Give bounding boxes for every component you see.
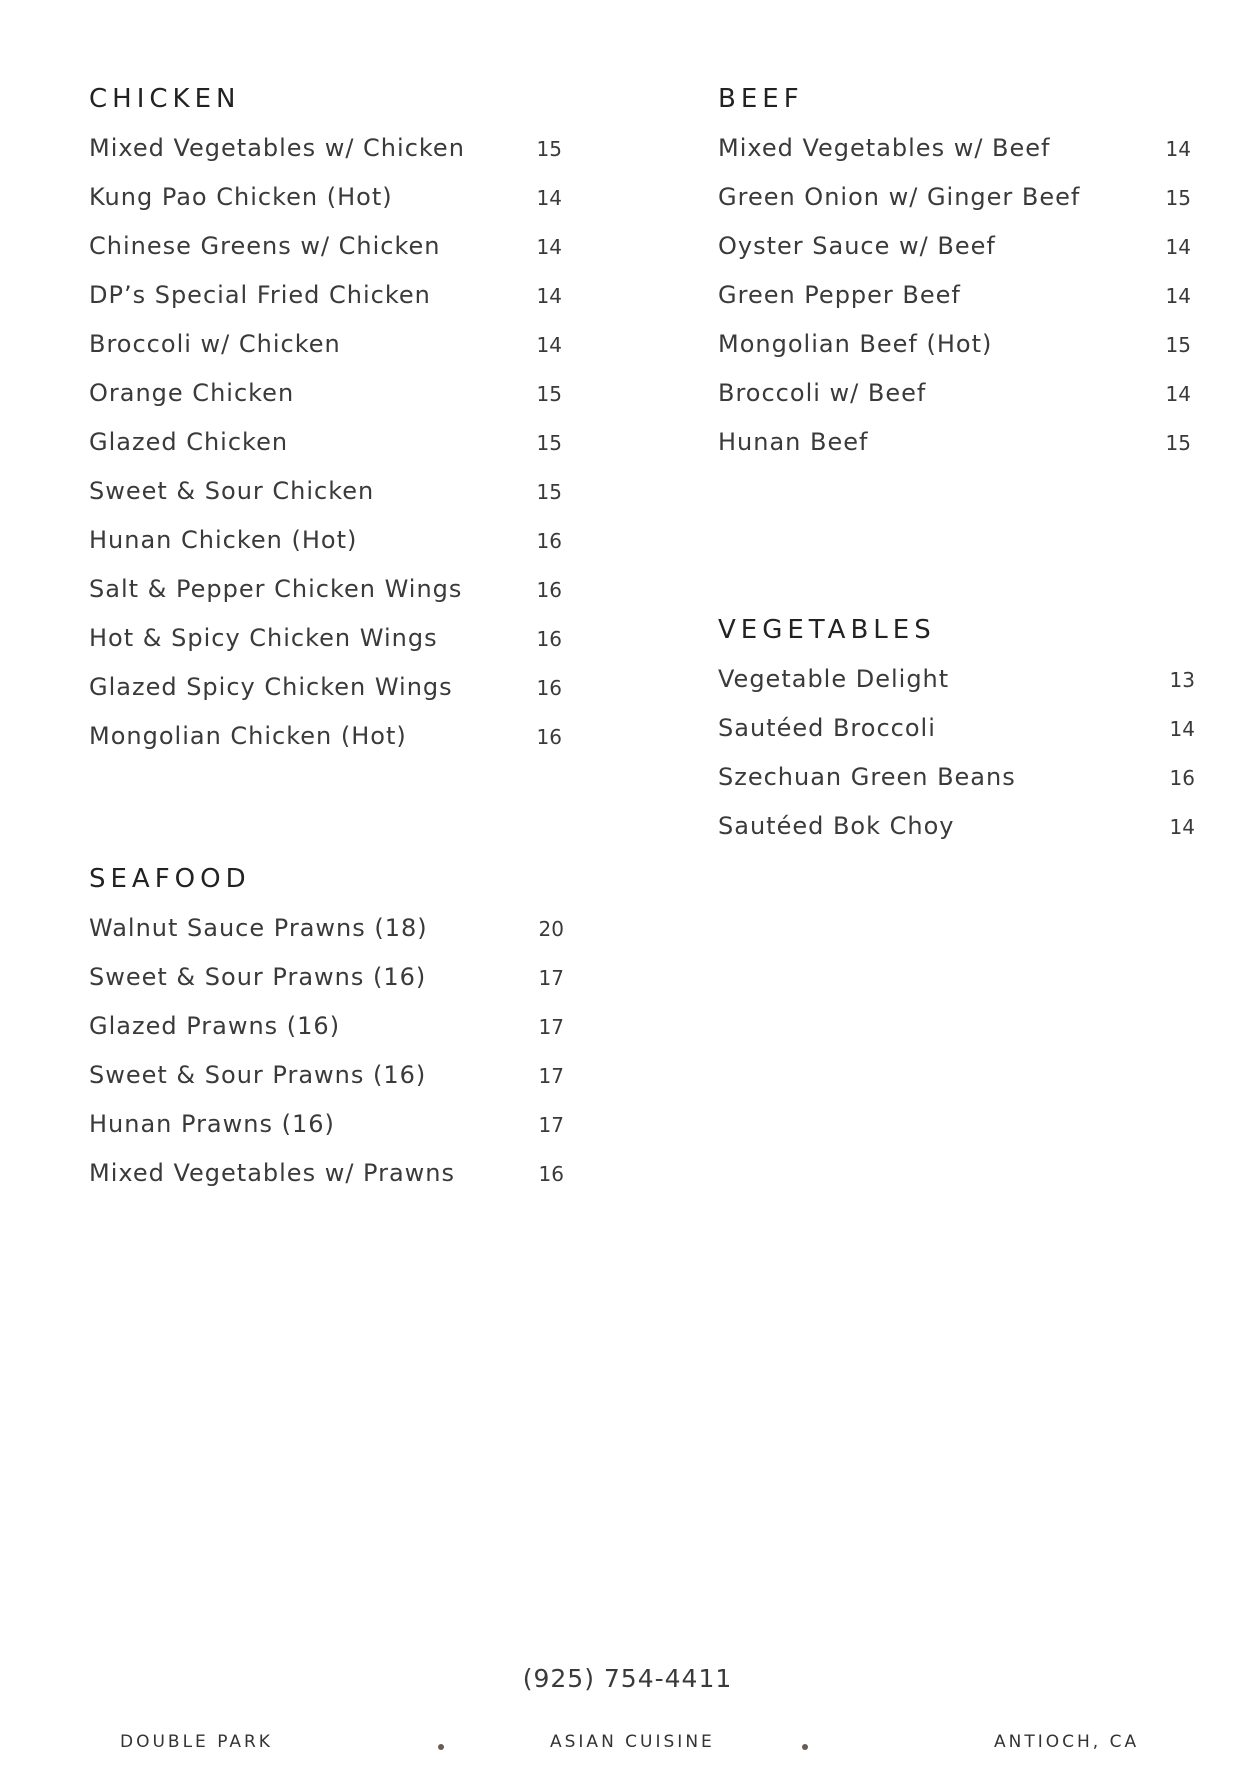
menu-item	[89, 1061, 564, 1110]
menu-item	[718, 714, 1195, 763]
menu-item-name: DP’s Special Fried Chicken	[89, 281, 431, 309]
menu-item	[89, 575, 562, 624]
menu-item-name: Sweet & Sour Chicken	[89, 477, 375, 505]
restaurant-name: DOUBLE PARK	[120, 1732, 273, 1752]
menu-item-name: Mongolian Chicken (Hot)	[89, 722, 407, 750]
menu-item-name: Hot & Spicy Chicken Wings	[89, 624, 438, 652]
menu-item-price: 15	[536, 382, 562, 406]
menu-item-name: Broccoli w/ Chicken	[89, 330, 341, 358]
menu-item-price: 15	[536, 480, 562, 504]
menu-item-name: Hunan Prawns (16)	[89, 1110, 335, 1138]
menu-list	[89, 134, 562, 771]
menu-item	[89, 379, 562, 428]
vegetables-section	[718, 615, 1195, 861]
separator-dot	[802, 1744, 808, 1750]
menu-item-name: Glazed Chicken	[89, 428, 289, 456]
menu-item-name: Szechuan Green Beans	[718, 763, 1016, 791]
menu-item	[89, 1159, 564, 1208]
menu-item	[89, 1110, 564, 1159]
menu-item-price: 16	[1169, 766, 1195, 790]
menu-item-price: 14	[1165, 137, 1191, 161]
menu-item-name: Mixed Vegetables w/ Prawns	[89, 1159, 456, 1187]
menu-item	[89, 914, 564, 963]
menu-item-price: 17	[538, 1015, 564, 1039]
menu-item-price: 16	[536, 725, 562, 749]
menu-item-name: Walnut Sauce Prawns (18)	[89, 914, 428, 942]
menu-item-name: Glazed Prawns (16)	[89, 1012, 341, 1040]
beef-section	[718, 84, 1191, 477]
menu-item-price: 16	[536, 627, 562, 651]
menu-item	[718, 812, 1195, 861]
menu-item	[89, 183, 562, 232]
menu-item	[89, 428, 562, 477]
menu-item-price: 14	[1169, 717, 1195, 741]
section-title: BEEF	[718, 84, 804, 114]
menu-item-name: Sautéed Bok Choy	[718, 812, 955, 840]
section-title: CHICKEN	[89, 84, 241, 114]
menu-item-name: Salt & Pepper Chicken Wings	[89, 575, 463, 603]
menu-item	[718, 763, 1195, 812]
menu-item-name: Vegetable Delight	[718, 665, 950, 693]
menu-item	[89, 232, 562, 281]
menu-item-name: Glazed Spicy Chicken Wings	[89, 673, 453, 701]
menu-item-price: 14	[536, 333, 562, 357]
menu-item	[718, 183, 1191, 232]
menu-item-name: Hunan Chicken (Hot)	[89, 526, 358, 554]
menu-item-name: Chinese Greens w/ Chicken	[89, 232, 441, 260]
menu-list	[718, 665, 1195, 861]
menu-item	[89, 281, 562, 330]
section-title: SEAFOOD	[89, 864, 251, 894]
menu-item	[718, 330, 1191, 379]
menu-item	[718, 134, 1191, 183]
menu-item-price: 15	[1165, 431, 1191, 455]
menu-item-name: Sweet & Sour Prawns (16)	[89, 1061, 427, 1089]
section-title: VEGETABLES	[718, 615, 936, 645]
menu-item-price: 14	[536, 235, 562, 259]
seafood-section	[89, 864, 564, 1208]
menu-item	[718, 232, 1191, 281]
menu-list	[718, 134, 1191, 477]
menu-item-price: 14	[1165, 382, 1191, 406]
menu-item	[89, 134, 562, 183]
menu-item-name: Mongolian Beef (Hot)	[718, 330, 993, 358]
menu-list	[89, 914, 564, 1208]
menu-item	[89, 477, 562, 526]
menu-item-price: 20	[538, 917, 564, 941]
menu-item	[718, 379, 1191, 428]
menu-item	[89, 963, 564, 1012]
menu-item-price: 14	[536, 284, 562, 308]
separator-dot	[438, 1744, 444, 1750]
menu-item-price: 16	[536, 529, 562, 553]
menu-item-name: Oyster Sauce w/ Beef	[718, 232, 996, 260]
menu-item	[718, 665, 1195, 714]
cuisine-label: ASIAN CUISINE	[550, 1732, 715, 1752]
menu-item-price: 15	[536, 137, 562, 161]
menu-item	[89, 673, 562, 722]
menu-item-price: 17	[538, 1064, 564, 1088]
chicken-section	[89, 84, 562, 771]
menu-item-price: 15	[1165, 186, 1191, 210]
menu-item	[718, 428, 1191, 477]
menu-item-price: 17	[538, 966, 564, 990]
menu-item-name: Green Onion w/ Ginger Beef	[718, 183, 1081, 211]
menu-item-name: Kung Pao Chicken (Hot)	[89, 183, 393, 211]
menu-item-price: 16	[536, 578, 562, 602]
menu-item-price: 16	[536, 676, 562, 700]
menu-item-price: 14	[1165, 235, 1191, 259]
menu-item	[89, 722, 562, 771]
menu-item-name: Broccoli w/ Beef	[718, 379, 927, 407]
menu-item-price: 15	[1165, 333, 1191, 357]
menu-item-price: 17	[538, 1113, 564, 1137]
menu-item-price: 14	[1165, 284, 1191, 308]
menu-item	[89, 1012, 564, 1061]
menu-item-price: 13	[1169, 668, 1195, 692]
menu-item-price: 16	[538, 1162, 564, 1186]
menu-item	[89, 624, 562, 673]
menu-item-name: Hunan Beef	[718, 428, 869, 456]
menu-item-price: 15	[536, 431, 562, 455]
menu-item-price: 14	[1169, 815, 1195, 839]
menu-item-name: Orange Chicken	[89, 379, 295, 407]
menu-item	[718, 281, 1191, 330]
menu-item-name: Mixed Vegetables w/ Beef	[718, 134, 1051, 162]
menu-item	[89, 526, 562, 575]
menu-item-name: Sautéed Broccoli	[718, 714, 936, 742]
menu-item-name: Green Pepper Beef	[718, 281, 961, 309]
menu-item-name: Sweet & Sour Prawns (16)	[89, 963, 427, 991]
phone-number: (925) 754-4411	[522, 1664, 733, 1693]
menu-item	[89, 330, 562, 379]
menu-item-name: Mixed Vegetables w/ Chicken	[89, 134, 465, 162]
location-label: ANTIOCH, CA	[994, 1732, 1140, 1752]
menu-item-price: 14	[536, 186, 562, 210]
